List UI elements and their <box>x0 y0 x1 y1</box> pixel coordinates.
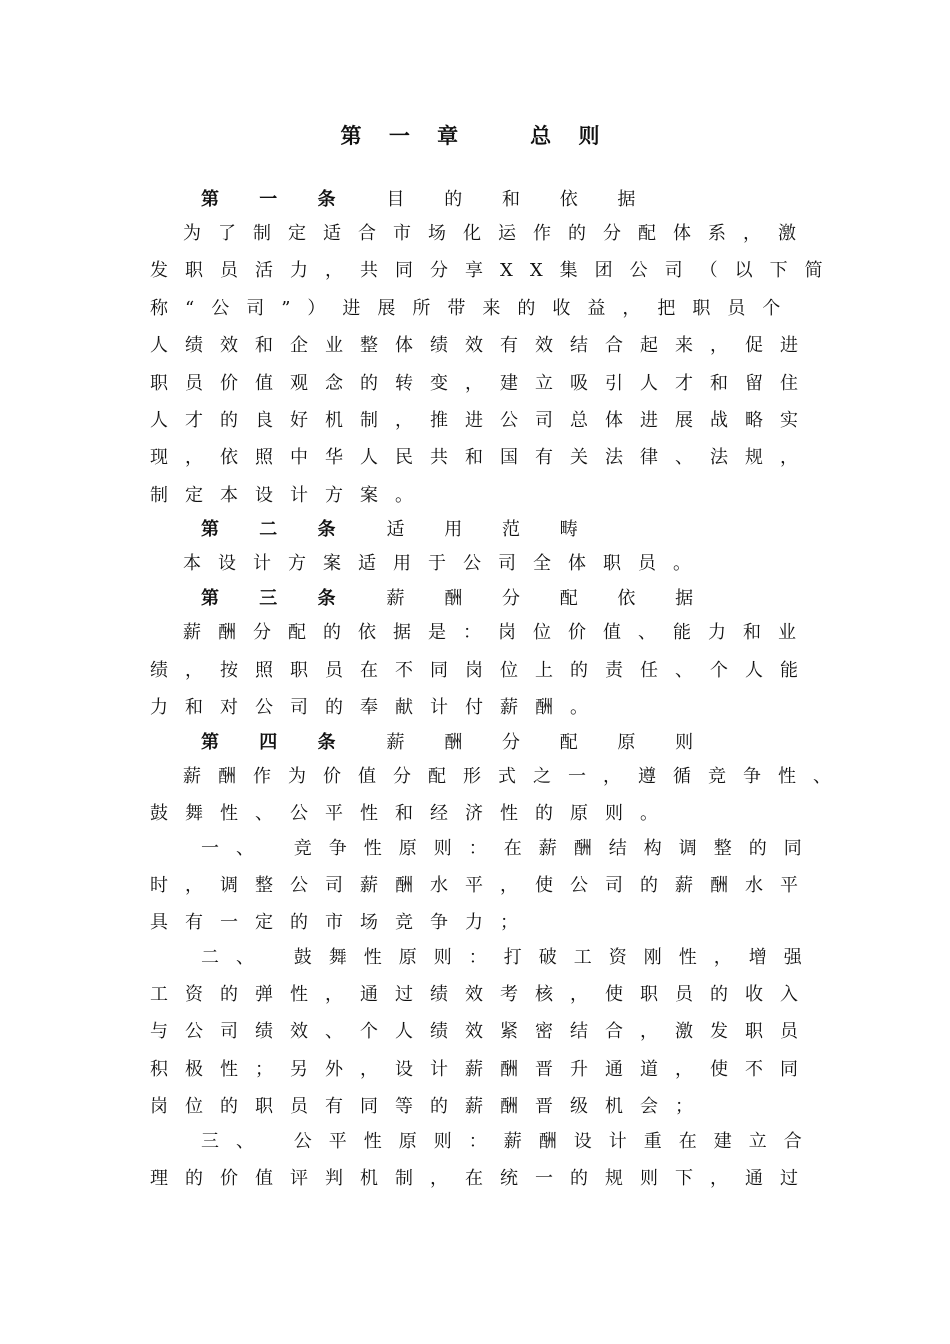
paragraph-line: 为了制定适合市场化运作的分配体系，激 <box>183 223 813 244</box>
article-heading <box>201 517 595 543</box>
article-subject: 薪 酬 分 配 原 则 <box>386 732 711 753</box>
article-subject: 适 用 范 畴 <box>386 519 595 540</box>
article-number: 第 四 条 <box>201 732 353 753</box>
article-subject: 目 的 和 依 据 <box>386 189 653 210</box>
paragraph-line: 二、 鼓舞性原则：打破工资刚性，增强 <box>201 947 819 968</box>
paragraph-line: 一、 竞争性原则：在薪酬结构调整的同 <box>201 838 819 859</box>
paragraph-line: 工资的弹性，通过绩效考核，使职员的收入 <box>150 984 815 1005</box>
article-number: 第 二 条 <box>201 519 353 540</box>
article-heading <box>201 586 710 612</box>
paragraph-line: 积极性；另外，设计薪酬晋升通道，使不同 <box>150 1059 815 1080</box>
article-heading <box>201 187 652 213</box>
paragraph-line: 三、 公平性原则：薪酬设计重在建立合 <box>201 1131 819 1152</box>
paragraph-line: 发职员活力，共同分享XX集团公司（以下简 <box>150 260 840 281</box>
article-number: 第 三 条 <box>201 588 353 609</box>
paragraph-line: 制定本设计方案。 <box>150 485 430 506</box>
paragraph-line: 岗位的职员有同等的薪酬晋级机会； <box>150 1096 710 1117</box>
paragraph-line: 人才的良好机制，推进公司总体进展战略实 <box>150 410 815 431</box>
chapter-title: 第 一 章 总 则 <box>340 123 610 148</box>
paragraph-line: 鼓舞性、公平性和经济性的原则。 <box>150 803 675 824</box>
paragraph-line: 具有一定的市场竞争力； <box>150 912 535 933</box>
paragraph-line: 职员价值观念的转变，建立吸引人才和留住 <box>150 373 815 394</box>
paragraph-line: 理的价值评判机制，在统一的规则下，通过 <box>150 1168 815 1189</box>
paragraph-line: 力和对公司的奉献计付薪酬。 <box>150 697 605 718</box>
article-heading <box>201 730 710 756</box>
paragraph-line: 称“公司”）进展所带来的收益，把职员个 <box>150 298 798 319</box>
paragraph-line: 现，依照中华人民共和国有关法律、法规， <box>150 447 815 468</box>
paragraph-line: 薪酬作为价值分配形式之一，遵循竞争性、 <box>183 766 848 787</box>
paragraph-line: 与公司绩效、个人绩效紧密结合，激发职员 <box>150 1021 815 1042</box>
article-subject: 薪 酬 分 配 依 据 <box>386 588 711 609</box>
paragraph-line: 薪酬分配的依据是：岗位价值、能力和业 <box>183 622 813 643</box>
article-number: 第 一 条 <box>201 189 353 210</box>
paragraph-line: 人绩效和企业整体绩效有效结合起来，促进 <box>150 335 815 356</box>
paragraph-line: 绩，按照职员在不同岗位上的责任、个人能 <box>150 660 815 681</box>
paragraph-line: 本设计方案适用于公司全体职员。 <box>183 553 708 574</box>
paragraph-line: 时，调整公司薪酬水平，使公司的薪酬水平 <box>150 875 815 896</box>
